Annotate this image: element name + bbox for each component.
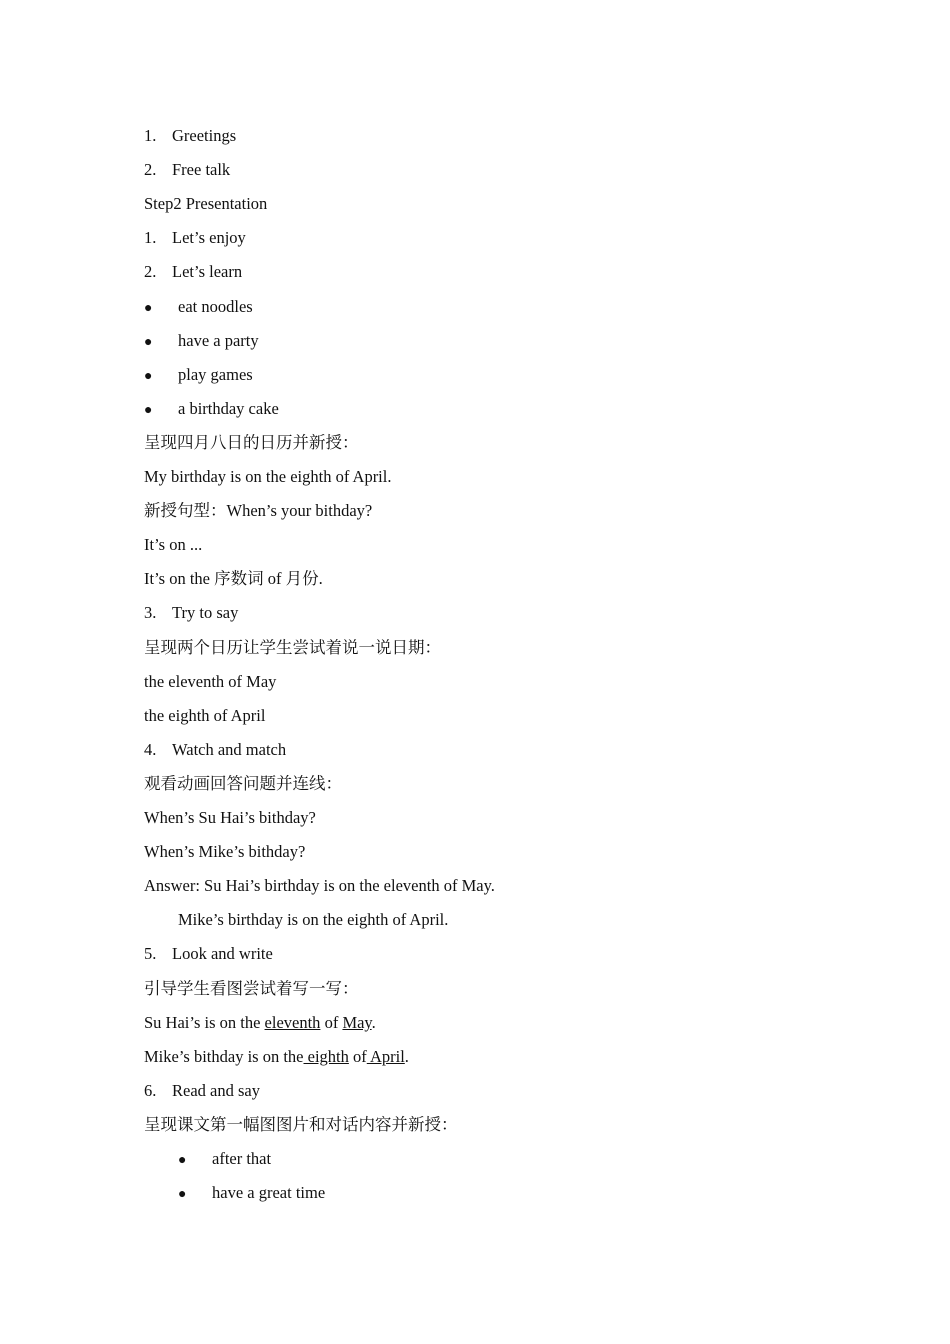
document-line [144, 192, 267, 216]
list-item-text: Let’s learn [172, 262, 243, 281]
list-number: 6. [144, 1081, 157, 1100]
paragraph-text: 呈现四月八日的日历并新授： [144, 433, 359, 452]
sentence-text: of [348, 1047, 367, 1066]
paragraph-text: the eleventh of May [144, 672, 277, 691]
list-number: 1. [144, 126, 157, 145]
bullet-icon: ● [178, 1153, 187, 1168]
document-line [144, 124, 236, 148]
sentence-text: . [404, 1047, 409, 1066]
document-line [144, 601, 238, 625]
list-item-text: Try to say [172, 603, 239, 622]
paragraph-text: 呈现课文第一幅图图片和对话内容并新授： [144, 1115, 458, 1134]
list-number: 2. [144, 160, 157, 179]
paragraph-text: Step2 Presentation [144, 194, 268, 213]
paragraph-text: Answer: Su Hai’s birthday is on the eleventh of May. [144, 876, 495, 895]
paragraph-text: 新授句型：When’s your bithday? [144, 501, 373, 520]
document-line [144, 1079, 260, 1103]
document-line [178, 1147, 271, 1171]
bullet-item-text: eat noodles [178, 297, 253, 316]
paragraph-text: When’s Su Hai’s bithday? [144, 808, 316, 827]
document-line [144, 431, 359, 455]
document-line [144, 874, 495, 898]
sentence-text: Mike’s bithday is on the [144, 1047, 304, 1066]
bullet-icon: ● [178, 1187, 187, 1202]
document-line [144, 1011, 376, 1035]
bullet-item-text: after that [212, 1149, 272, 1168]
document-line [144, 226, 246, 250]
document-line [144, 942, 273, 966]
document-line [144, 1113, 458, 1137]
bullet-icon: ● [144, 403, 153, 418]
list-number: 5. [144, 944, 157, 963]
document-line [144, 670, 276, 694]
document-line [144, 260, 242, 284]
filled-blank: eleventh [264, 1013, 321, 1032]
document-line [144, 977, 359, 1001]
paragraph-text: the eighth of April [144, 706, 266, 725]
sentence-text: of [320, 1013, 343, 1032]
list-item-text: Watch and match [172, 740, 287, 759]
document-line [144, 158, 230, 182]
document-line [144, 636, 441, 660]
document-line [144, 772, 342, 796]
document-line [144, 465, 391, 489]
document-line [144, 363, 253, 387]
document-line [144, 806, 316, 830]
bullet-item-text: have a party [178, 331, 259, 350]
bullet-item-text: have a great time [212, 1183, 326, 1202]
document-line [178, 1181, 325, 1205]
paragraph-text: When’s Mike’s bithday? [144, 842, 306, 861]
filled-blank: April [366, 1047, 405, 1066]
paragraph-text: 呈现两个日历让学生尝试着说一说日期： [144, 638, 441, 657]
sentence-text: Su Hai’s is on the [144, 1013, 265, 1032]
list-item-text: Free talk [172, 160, 231, 179]
list-item-text: Read and say [172, 1081, 260, 1100]
list-number: 2. [144, 262, 157, 281]
list-item-text: Look and write [172, 944, 273, 963]
filled-blank: eighth [303, 1047, 349, 1066]
paragraph-text: 观看动画回答问题并连线： [144, 774, 342, 793]
document-line [144, 499, 372, 523]
document-line [144, 295, 253, 319]
bullet-item-text: play games [178, 365, 253, 384]
document-line [144, 738, 286, 762]
paragraph-text: 引导学生看图尝试着写一写： [144, 979, 359, 998]
bullet-icon: ● [144, 301, 153, 316]
document-line [178, 908, 448, 932]
list-number: 1. [144, 228, 157, 247]
bullet-icon: ● [144, 335, 153, 350]
bullet-item-text: a birthday cake [178, 399, 279, 418]
filled-blank: May [342, 1013, 372, 1032]
bullet-icon: ● [144, 369, 153, 384]
sentence-text: . [371, 1013, 376, 1032]
document-line [144, 567, 323, 591]
document-line [144, 533, 202, 557]
list-item-text: Let’s enjoy [172, 228, 246, 247]
document-line [144, 840, 305, 864]
list-number: 3. [144, 603, 157, 622]
paragraph-text: My birthday is on the eighth of April. [144, 467, 392, 486]
paragraph-text: Mike’s birthday is on the eighth of April. [178, 910, 449, 929]
paragraph-text: It’s on ... [144, 535, 203, 554]
list-item-text: Greetings [172, 126, 237, 145]
list-number: 4. [144, 740, 157, 759]
document-line [144, 704, 265, 728]
document-line [144, 1045, 409, 1069]
paragraph-text: It’s on the 序数词 of 月份. [144, 569, 323, 588]
document-line [144, 329, 259, 353]
document-line [144, 397, 279, 421]
